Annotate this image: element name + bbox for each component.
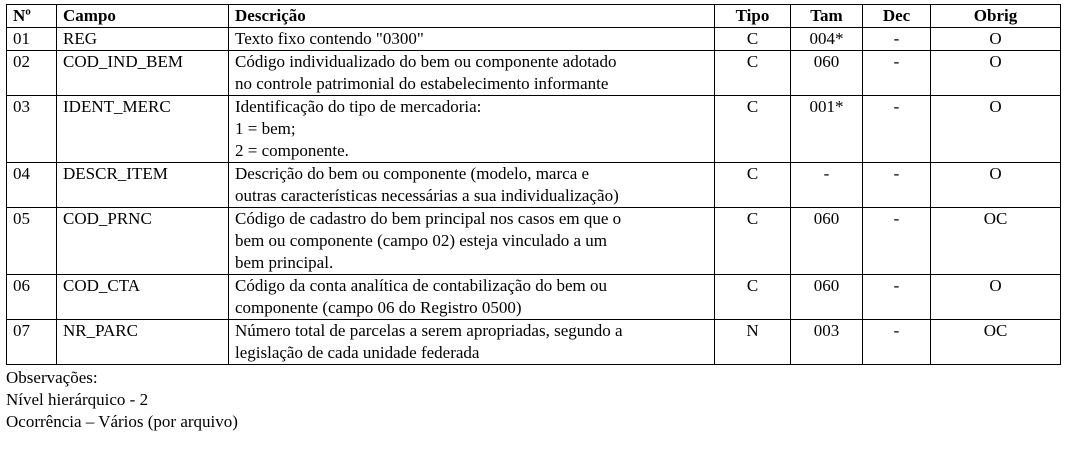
cell-obrig: OC xyxy=(931,320,1061,365)
cell-campo: NR_PARC xyxy=(57,320,229,365)
header-descricao: Descrição xyxy=(229,5,715,28)
cell-campo: REG xyxy=(57,28,229,51)
cell-obrig: O xyxy=(931,51,1061,96)
observations xyxy=(6,367,1066,433)
header-tam: Tam xyxy=(791,5,863,28)
observations-level: Nível hierárquico - 2 xyxy=(6,390,149,409)
observations-title: Observações: xyxy=(6,368,98,387)
descricao-line: Código da conta analítica de contabilização do bem ou xyxy=(235,276,607,295)
cell-obrig: O xyxy=(931,96,1061,163)
cell-dec: - xyxy=(863,208,931,275)
table-row xyxy=(7,320,1061,365)
table-row xyxy=(7,275,1061,320)
cell-tipo: C xyxy=(715,208,791,275)
descricao-line: componente (campo 06 do Registro 0500) xyxy=(235,298,522,317)
cell-no: 06 xyxy=(7,275,57,320)
cell-no: 05 xyxy=(7,208,57,275)
cell-descricao xyxy=(229,96,715,163)
cell-campo: COD_IND_BEM xyxy=(57,51,229,96)
cell-dec: - xyxy=(863,275,931,320)
cell-tipo: C xyxy=(715,275,791,320)
descricao-line: bem ou componente (campo 02) esteja vinculado a um xyxy=(235,231,607,250)
descricao-line: Identificação do tipo de mercadoria: xyxy=(235,97,482,116)
cell-tam: 001* xyxy=(791,96,863,163)
descricao-line: 1 = bem; xyxy=(235,119,296,138)
cell-campo: COD_CTA xyxy=(57,275,229,320)
table-row xyxy=(7,163,1061,208)
field-spec-table xyxy=(6,4,1061,365)
descricao-line: bem principal. xyxy=(235,253,334,272)
table-header-row xyxy=(7,5,1061,28)
header-campo: Campo xyxy=(57,5,229,28)
cell-descricao xyxy=(229,51,715,96)
cell-obrig: OC xyxy=(931,208,1061,275)
cell-tam: 060 xyxy=(791,275,863,320)
cell-campo: IDENT_MERC xyxy=(57,96,229,163)
cell-dec: - xyxy=(863,163,931,208)
descricao-line: no controle patrimonial do estabelecimento informante xyxy=(235,74,609,93)
descricao-line: Número total de parcelas a serem apropriadas, segundo a xyxy=(235,321,623,340)
header-tipo: Tipo xyxy=(715,5,791,28)
cell-dec: - xyxy=(863,96,931,163)
observations-occurrence: Ocorrência – Vários (por arquivo) xyxy=(6,412,238,431)
table-row xyxy=(7,28,1061,51)
cell-tam: 003 xyxy=(791,320,863,365)
cell-no: 04 xyxy=(7,163,57,208)
descricao-line: legislação de cada unidade federada xyxy=(235,343,480,362)
cell-tipo: C xyxy=(715,163,791,208)
cell-tipo: N xyxy=(715,320,791,365)
descricao-line: Texto fixo contendo "0300" xyxy=(235,29,424,48)
cell-tam: 004* xyxy=(791,28,863,51)
header-dec: Dec xyxy=(863,5,931,28)
cell-campo: COD_PRNC xyxy=(57,208,229,275)
cell-no: 07 xyxy=(7,320,57,365)
cell-descricao xyxy=(229,208,715,275)
cell-obrig: O xyxy=(931,28,1061,51)
cell-no: 03 xyxy=(7,96,57,163)
cell-tipo: C xyxy=(715,51,791,96)
descricao-line: Descrição do bem ou componente (modelo, marca e xyxy=(235,164,590,183)
descricao-line: 2 = componente. xyxy=(235,141,349,160)
cell-obrig: O xyxy=(931,163,1061,208)
cell-descricao xyxy=(229,163,715,208)
header-no: Nº xyxy=(7,5,57,28)
table-row xyxy=(7,51,1061,96)
descricao-line: outras características necessárias a sua individualização) xyxy=(235,186,619,205)
table-row xyxy=(7,208,1061,275)
cell-dec: - xyxy=(863,51,931,96)
cell-tam: 060 xyxy=(791,208,863,275)
cell-obrig: O xyxy=(931,275,1061,320)
header-obrig: Obrig xyxy=(931,5,1061,28)
cell-tipo: C xyxy=(715,96,791,163)
cell-tam: - xyxy=(791,163,863,208)
descricao-line: Código de cadastro do bem principal nos casos em que o xyxy=(235,209,622,228)
cell-no: 02 xyxy=(7,51,57,96)
cell-dec: - xyxy=(863,28,931,51)
cell-tipo: C xyxy=(715,28,791,51)
cell-descricao xyxy=(229,28,715,51)
cell-dec: - xyxy=(863,320,931,365)
table-row xyxy=(7,96,1061,163)
cell-tam: 060 xyxy=(791,51,863,96)
cell-descricao xyxy=(229,275,715,320)
cell-campo: DESCR_ITEM xyxy=(57,163,229,208)
cell-no: 01 xyxy=(7,28,57,51)
descricao-line: Código individualizado do bem ou componente adotado xyxy=(235,52,617,71)
cell-descricao xyxy=(229,320,715,365)
